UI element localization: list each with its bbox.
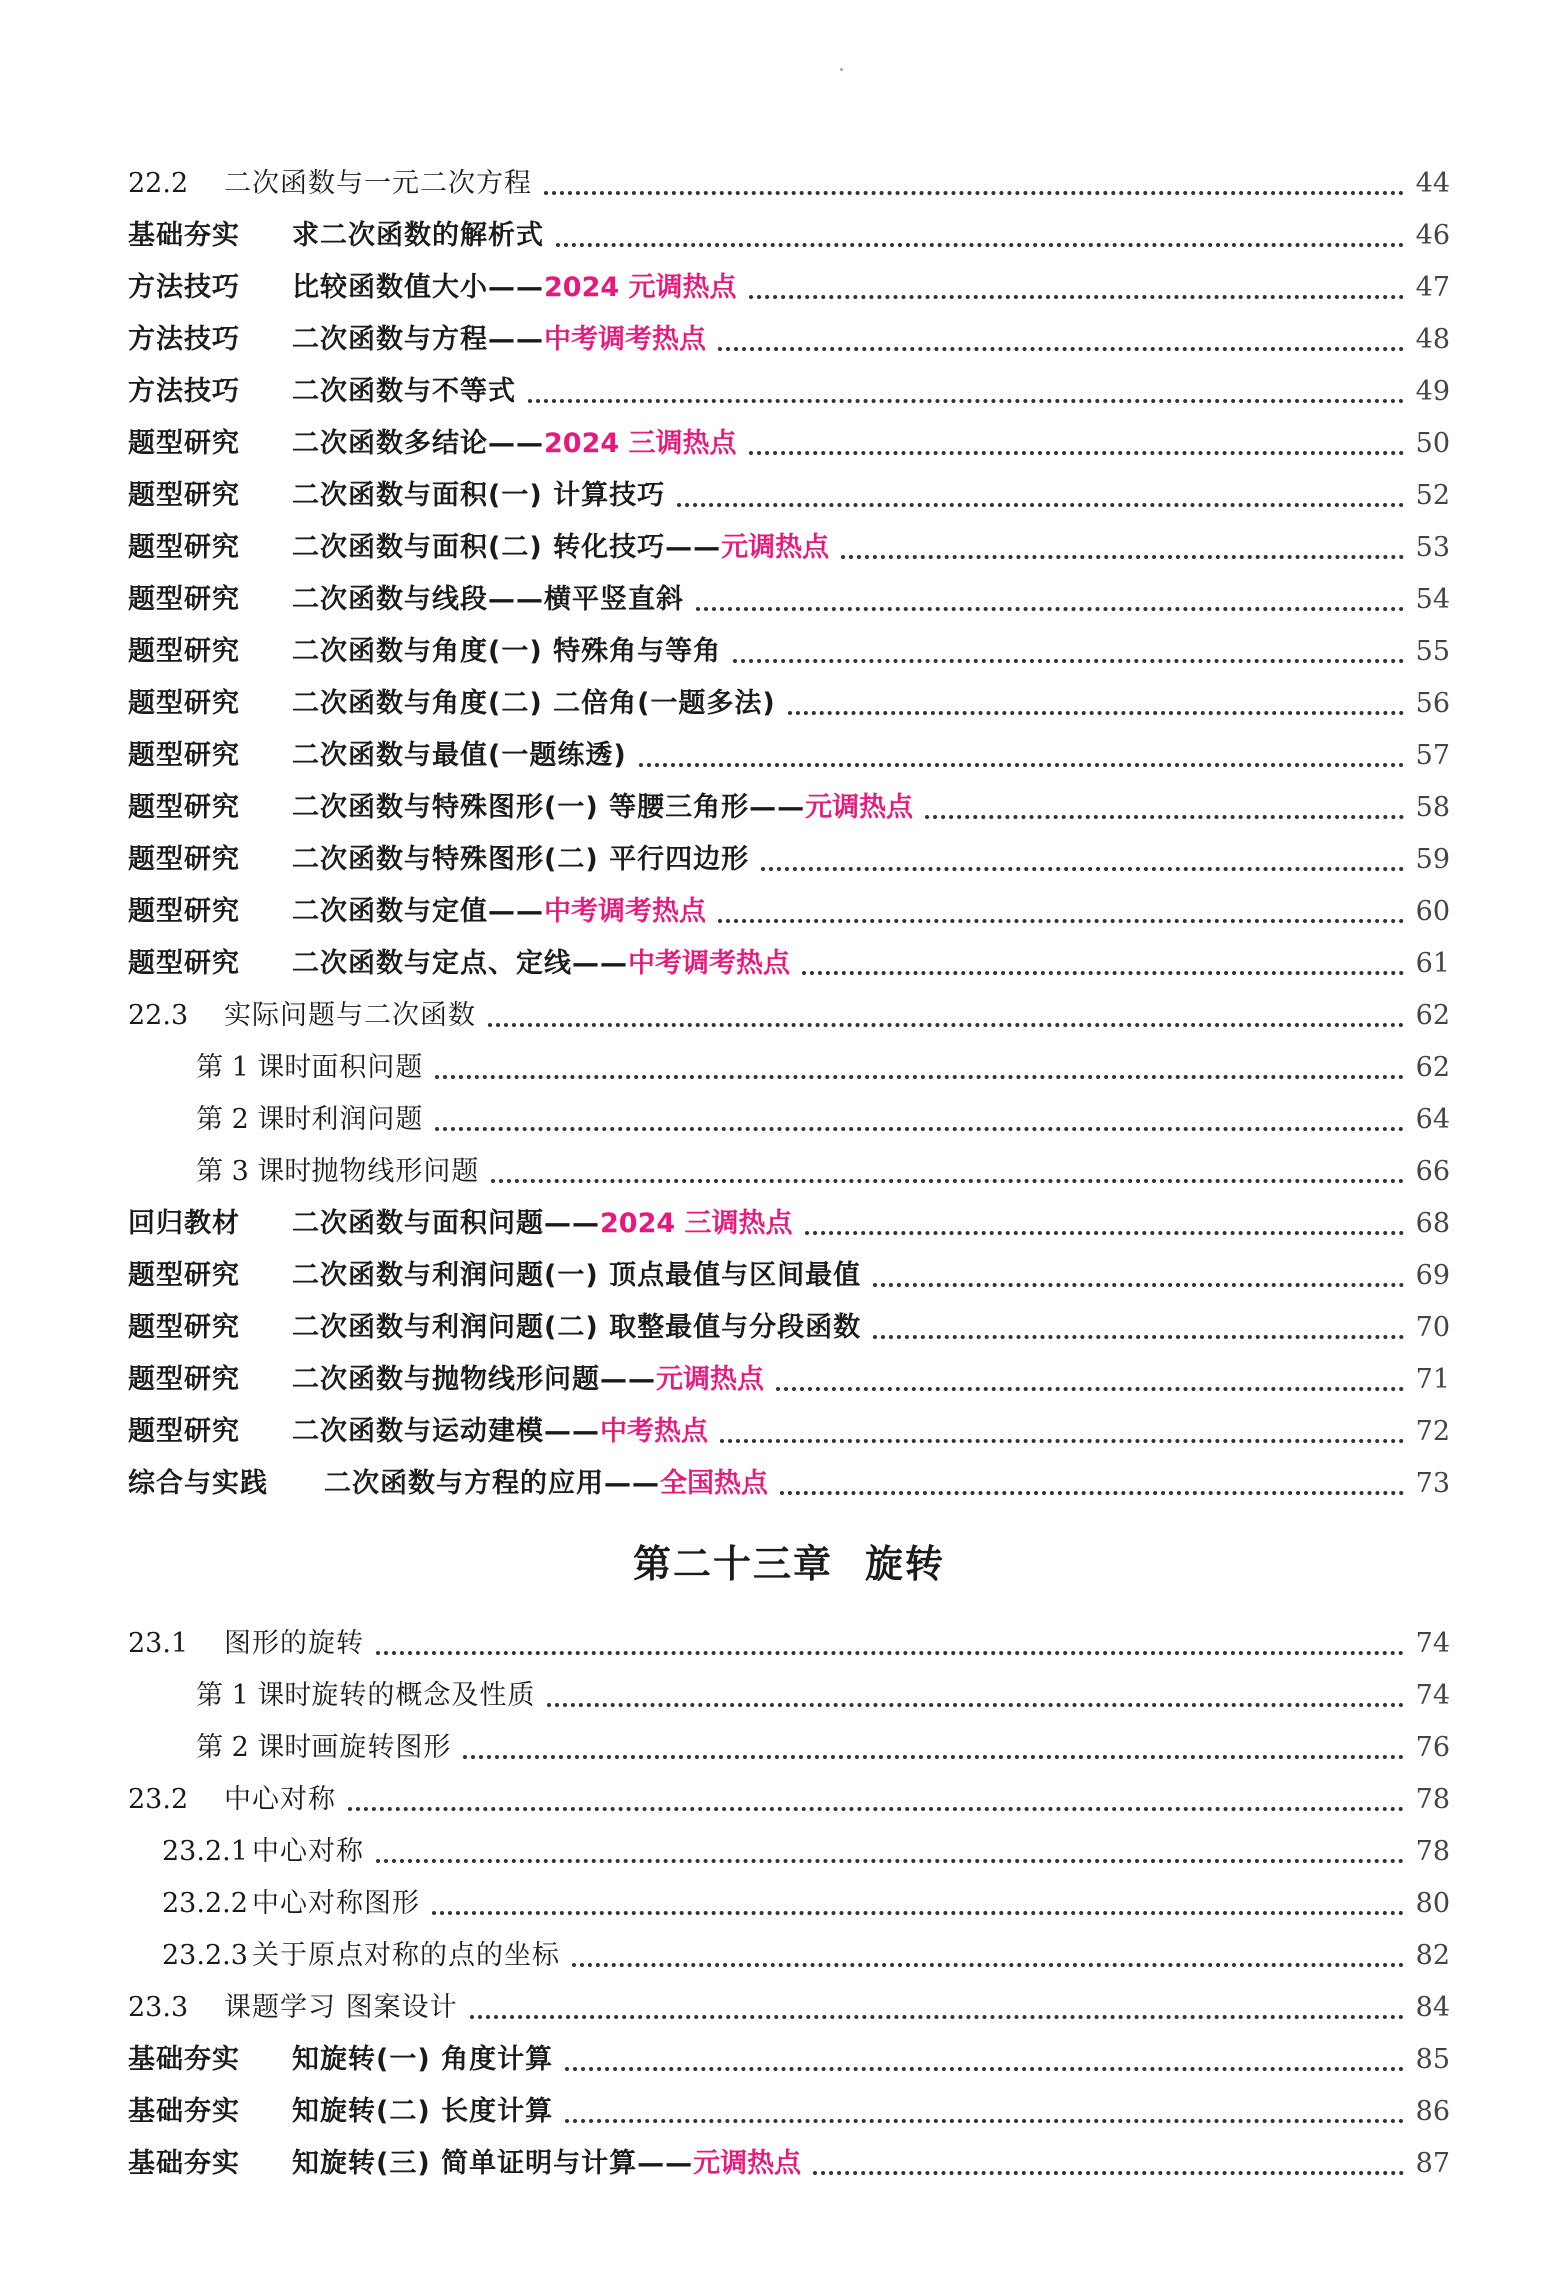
page-number: 54 <box>1415 584 1450 615</box>
hotspot-label: 全国热点 <box>660 1468 768 1499</box>
page-number: 72 <box>1415 1416 1450 1447</box>
entry-title: 二次函数与不等式 <box>292 376 516 407</box>
toc-entry[interactable] <box>128 1722 1450 1774</box>
entry-title: 二次函数与最值(一题练透) <box>292 740 627 771</box>
toc-entry[interactable] <box>128 1670 1450 1722</box>
toc-entry[interactable] <box>128 314 1450 366</box>
hotspot-label: 元调热点 <box>656 1364 764 1395</box>
entry-tag: 题型研究 <box>128 1416 240 1447</box>
hotspot-label: 中考调考热点 <box>628 948 790 979</box>
toc-entry[interactable] <box>128 1146 1450 1198</box>
page-number: 74 <box>1415 1628 1450 1659</box>
scan-mark <box>840 68 843 71</box>
toc-entry[interactable] <box>128 938 1450 990</box>
entry-number: 第 1 课时 <box>196 1680 312 1711</box>
entry-tag: 题型研究 <box>128 844 240 875</box>
dot-leader <box>547 1703 1403 1707</box>
page-number: 82 <box>1415 1940 1450 1971</box>
page-number: 57 <box>1415 740 1450 771</box>
toc-entry[interactable] <box>128 1406 1450 1458</box>
entry-tag: 题型研究 <box>128 688 240 719</box>
entry-number: 22.3 <box>128 1000 189 1031</box>
toc-entry[interactable] <box>128 1354 1450 1406</box>
toc-entry[interactable] <box>128 1930 1450 1982</box>
table-of-contents <box>128 158 1450 2190</box>
entry-title: 二次函数与面积问题—— <box>292 1208 600 1239</box>
entry-title: 二次函数与面积(一) 计算技巧 <box>292 480 666 511</box>
page-number: 64 <box>1415 1104 1450 1135</box>
page-number: 84 <box>1415 1992 1450 2023</box>
dot-leader <box>572 1963 1404 1967</box>
entry-title: 比较函数值大小—— <box>292 272 544 303</box>
dot-leader <box>718 347 1404 351</box>
chapter-title: 旋转 <box>865 1542 946 1586</box>
dot-leader <box>873 1335 1404 1339</box>
dot-leader <box>733 659 1404 663</box>
toc-entry[interactable] <box>128 1198 1450 1250</box>
toc-entry[interactable] <box>128 522 1450 574</box>
toc-entry[interactable] <box>128 262 1450 314</box>
entry-tag: 方法技巧 <box>128 272 240 303</box>
page-number: 46 <box>1415 220 1450 251</box>
toc-entry[interactable] <box>128 1826 1450 1878</box>
page-number: 53 <box>1415 532 1450 563</box>
dot-leader <box>841 555 1404 559</box>
dot-leader <box>488 1023 1404 1027</box>
entry-title: 二次函数与利润问题(二) 取整最值与分段函数 <box>292 1312 862 1343</box>
dot-leader <box>873 1283 1404 1287</box>
dot-leader <box>761 867 1404 871</box>
entry-title: 画旋转图形 <box>311 1732 452 1763</box>
entry-title: 二次函数多结论—— <box>292 428 544 459</box>
page-number: 76 <box>1415 1732 1450 1763</box>
toc-entry[interactable] <box>128 782 1450 834</box>
hotspot-label: 中考调考热点 <box>544 896 706 927</box>
dot-leader <box>376 1651 1404 1655</box>
page-number: 61 <box>1415 948 1450 979</box>
toc-entry[interactable] <box>128 1250 1450 1302</box>
toc-entry[interactable] <box>128 1878 1450 1930</box>
page-number: 86 <box>1415 2096 1450 2127</box>
entry-tag: 方法技巧 <box>128 376 240 407</box>
toc-entry[interactable] <box>128 470 1450 522</box>
page-number: 59 <box>1415 844 1450 875</box>
entry-title: 二次函数与利润问题(一) 顶点最值与区间最值 <box>292 1260 862 1291</box>
entry-number: 23.2.3 <box>162 1940 248 1971</box>
toc-entry[interactable] <box>128 574 1450 626</box>
page-number: 58 <box>1415 792 1450 823</box>
page-number: 80 <box>1415 1888 1450 1919</box>
dot-leader <box>432 1911 1404 1915</box>
entry-tag: 题型研究 <box>128 1312 240 1343</box>
entry-title: 二次函数与一元二次方程 <box>224 168 532 199</box>
entry-tag: 基础夯实 <box>128 2044 240 2075</box>
entry-tag: 基础夯实 <box>128 220 240 251</box>
page-number: 49 <box>1415 376 1450 407</box>
chapter-number: 第二十三章 <box>632 1542 833 1586</box>
entry-number: 第 2 课时 <box>196 1104 312 1135</box>
hotspot-label: 2024 元调热点 <box>544 272 737 303</box>
hotspot-label: 中考热点 <box>600 1416 708 1447</box>
toc-entry[interactable] <box>128 678 1450 730</box>
entry-number: 23.1 <box>128 1628 189 1659</box>
dot-leader <box>376 1859 1404 1863</box>
page-number: 73 <box>1415 1468 1450 1499</box>
hotspot-label: 2024 三调热点 <box>600 1208 793 1239</box>
page-number: 78 <box>1415 1784 1450 1815</box>
entry-number: 第 2 课时 <box>196 1732 312 1763</box>
page-number: 48 <box>1415 324 1450 355</box>
page-number: 62 <box>1415 1000 1450 1031</box>
page-number: 69 <box>1415 1260 1450 1291</box>
entry-title: 知旋转(一) 角度计算 <box>292 2044 554 2075</box>
dot-leader <box>463 1755 1403 1759</box>
hotspot-label: 元调热点 <box>805 792 914 823</box>
entry-number: 23.3 <box>128 1992 189 2023</box>
entry-title: 关于原点对称的点的坐标 <box>252 1940 560 1971</box>
entry-title: 二次函数与面积(二) 转化技巧—— <box>292 532 722 563</box>
dot-leader <box>749 451 1404 455</box>
page-number: 55 <box>1415 636 1450 667</box>
toc-entry[interactable] <box>128 2034 1450 2086</box>
entry-tag: 综合与实践 <box>128 1468 268 1499</box>
entry-tag: 题型研究 <box>128 428 240 459</box>
entry-title: 二次函数与角度(二) 二倍角(一题多法) <box>292 688 776 719</box>
page-number: 44 <box>1415 168 1450 199</box>
hotspot-label: 元调热点 <box>693 2148 802 2179</box>
toc-entry[interactable] <box>128 990 1450 1042</box>
entry-title: 知旋转(二) 长度计算 <box>292 2096 554 2127</box>
dot-leader <box>720 1439 1404 1443</box>
chapter-heading <box>128 1510 1450 1618</box>
entry-title: 二次函数与角度(一) 特殊角与等角 <box>292 636 722 667</box>
entry-tag: 方法技巧 <box>128 324 240 355</box>
entry-title: 二次函数与方程的应用—— <box>324 1468 660 1499</box>
dot-leader <box>696 607 1404 611</box>
page-number: 78 <box>1415 1836 1450 1867</box>
entry-title: 求二次函数的解析式 <box>292 220 544 251</box>
toc-entry[interactable] <box>128 1094 1450 1146</box>
entry-number: 23.2.2 <box>162 1888 248 1919</box>
toc-entry[interactable] <box>128 834 1450 886</box>
entry-title: 二次函数与抛物线形问题—— <box>292 1364 656 1395</box>
entry-title: 旋转的概念及性质 <box>311 1680 536 1711</box>
dot-leader <box>639 763 1404 767</box>
entry-tag: 基础夯实 <box>128 2096 240 2127</box>
dot-leader <box>491 1179 1403 1183</box>
toc-entry[interactable] <box>128 1302 1450 1354</box>
entry-title: 面积问题 <box>311 1052 424 1083</box>
dot-leader <box>435 1075 1403 1079</box>
entry-tag: 题型研究 <box>128 480 240 511</box>
entry-tag: 题型研究 <box>128 1364 240 1395</box>
entry-title: 二次函数与定值—— <box>292 896 544 927</box>
entry-title: 二次函数与特殊图形(二) 平行四边形 <box>292 844 750 875</box>
toc-entry[interactable] <box>128 1982 1450 2034</box>
page-number: 74 <box>1415 1680 1450 1711</box>
entry-title: 课题学习 图案设计 <box>224 1992 458 2023</box>
toc-entry[interactable] <box>128 1042 1450 1094</box>
dot-leader <box>780 1491 1404 1495</box>
entry-title: 二次函数与特殊图形(一) 等腰三角形—— <box>292 792 806 823</box>
entry-title: 抛物线形问题 <box>311 1156 480 1187</box>
dot-leader <box>813 2171 1404 2175</box>
entry-tag: 题型研究 <box>128 584 240 615</box>
page-number: 47 <box>1415 272 1450 303</box>
toc-entry[interactable] <box>128 158 1450 210</box>
dot-leader <box>348 1807 1404 1811</box>
page-number: 71 <box>1415 1364 1450 1395</box>
dot-leader <box>805 1231 1404 1235</box>
dot-leader <box>677 503 1404 507</box>
dot-leader <box>802 971 1404 975</box>
entry-tag: 题型研究 <box>128 948 240 979</box>
entry-tag: 题型研究 <box>128 1260 240 1291</box>
hotspot-label: 2024 三调热点 <box>544 428 737 459</box>
entry-number: 第 1 课时 <box>196 1052 312 1083</box>
dot-leader <box>776 1387 1404 1391</box>
toc-entry[interactable] <box>128 2086 1450 2138</box>
entry-title: 利润问题 <box>311 1104 424 1135</box>
dot-leader <box>470 2015 1404 2019</box>
toc-entry[interactable] <box>128 1774 1450 1826</box>
page-number: 62 <box>1415 1052 1450 1083</box>
toc-entry[interactable] <box>128 1618 1450 1670</box>
dot-leader <box>565 2119 1404 2123</box>
toc-entry[interactable] <box>128 730 1450 782</box>
entry-title: 中心对称 <box>224 1784 336 1815</box>
dot-leader <box>925 815 1404 819</box>
entry-title: 中心对称 <box>252 1836 364 1867</box>
entry-title: 二次函数与定点、定线—— <box>292 948 628 979</box>
page-number: 50 <box>1415 428 1450 459</box>
entry-title: 图形的旋转 <box>224 1628 364 1659</box>
dot-leader <box>788 711 1404 715</box>
entry-tag: 题型研究 <box>128 532 240 563</box>
entry-title: 二次函数与方程—— <box>292 324 544 355</box>
entry-title: 实际问题与二次函数 <box>224 1000 476 1031</box>
page-number: 85 <box>1415 2044 1450 2075</box>
page-number: 87 <box>1415 2148 1450 2179</box>
entry-title: 二次函数与运动建模—— <box>292 1416 600 1447</box>
entry-tag: 题型研究 <box>128 792 240 823</box>
dot-leader <box>565 2067 1404 2071</box>
page-number: 52 <box>1415 480 1450 511</box>
entry-number: 第 3 课时 <box>196 1156 312 1187</box>
toc-entry[interactable] <box>128 886 1450 938</box>
dot-leader <box>544 191 1404 195</box>
entry-tag: 回归教材 <box>128 1208 240 1239</box>
page-number: 60 <box>1415 896 1450 927</box>
toc-entry[interactable] <box>128 418 1450 470</box>
entry-tag: 题型研究 <box>128 896 240 927</box>
dot-leader <box>435 1127 1403 1131</box>
dot-leader <box>528 399 1404 403</box>
entry-title: 二次函数与线段——横平竖直斜 <box>292 584 684 615</box>
toc-entry[interactable] <box>128 210 1450 262</box>
hotspot-label: 元调热点 <box>721 532 830 563</box>
page-number: 70 <box>1415 1312 1450 1343</box>
entry-title: 中心对称图形 <box>252 1888 420 1919</box>
page-number: 66 <box>1415 1156 1450 1187</box>
page-number: 56 <box>1415 688 1450 719</box>
toc-entry[interactable] <box>128 2138 1450 2190</box>
entry-number: 22.2 <box>128 168 189 199</box>
entry-number: 23.2 <box>128 1784 189 1815</box>
entry-tag: 题型研究 <box>128 636 240 667</box>
entry-number: 23.2.1 <box>162 1836 248 1867</box>
entry-tag: 基础夯实 <box>128 2148 240 2179</box>
entry-tag: 题型研究 <box>128 740 240 771</box>
dot-leader <box>556 243 1404 247</box>
toc-entry[interactable] <box>128 626 1450 678</box>
hotspot-label: 中考调考热点 <box>544 324 706 355</box>
toc-entry[interactable] <box>128 366 1450 418</box>
entry-title: 知旋转(三) 简单证明与计算—— <box>292 2148 694 2179</box>
toc-entry[interactable] <box>128 1458 1450 1510</box>
page-number: 68 <box>1415 1208 1450 1239</box>
dot-leader <box>749 295 1404 299</box>
dot-leader <box>718 919 1404 923</box>
